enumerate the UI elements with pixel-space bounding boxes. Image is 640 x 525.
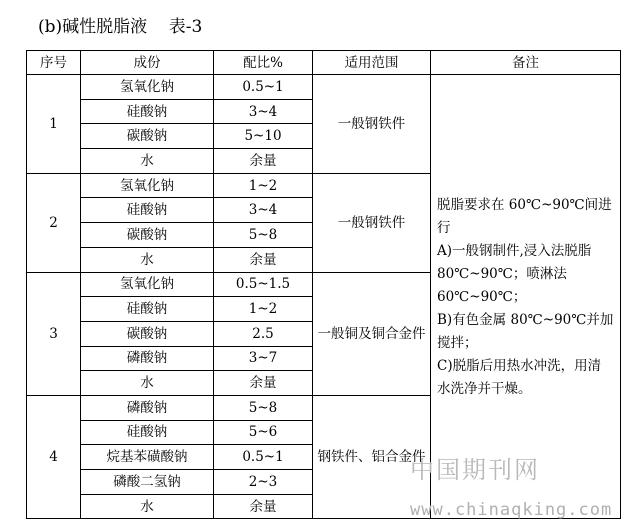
- component-cell: 碳酸钠: [81, 223, 214, 248]
- row-number: 1: [27, 75, 81, 174]
- ratio-cell: 1~2: [214, 297, 313, 322]
- row-number: 4: [27, 395, 81, 518]
- ratio-cell: 1~2: [214, 173, 313, 198]
- header-scope: 适用范围: [313, 51, 431, 75]
- component-cell: 碳酸钠: [81, 321, 214, 346]
- ratio-cell: 余量: [214, 247, 313, 272]
- component-cell: 氢氧化钠: [81, 173, 214, 198]
- component-cell: 氢氧化钠: [81, 75, 214, 100]
- header-notes: 备注: [431, 51, 621, 75]
- component-cell: 碳酸钠: [81, 124, 214, 149]
- note-line: C)脱脂后用热水冲洗，用清水洗净并干燥。: [437, 358, 602, 398]
- ratio-cell: 余量: [214, 494, 313, 519]
- ratio-cell: 0.5~1: [214, 75, 313, 100]
- scope-cell: 一般钢铁件: [313, 173, 431, 272]
- ratio-cell: 2~3: [214, 470, 313, 495]
- row-number: 2: [27, 173, 81, 272]
- header-row: [27, 51, 621, 75]
- ratio-cell: 3~4: [214, 198, 313, 223]
- ratio-cell: 3~4: [214, 99, 313, 124]
- scope-cell: 一般钢铁件: [313, 75, 431, 174]
- header-component: 成份: [81, 51, 214, 75]
- component-cell: 水: [81, 371, 214, 396]
- ratio-cell: 余量: [214, 371, 313, 396]
- scope-cell: 钢铁件、铝合金件: [313, 395, 431, 518]
- component-cell: 磷酸二氢钠: [81, 470, 214, 495]
- watermark-url: www.chinaqking.com: [410, 500, 613, 520]
- component-cell: 水: [81, 149, 214, 174]
- ratio-cell: 5~8: [214, 395, 313, 420]
- watermark-text: 中国期刊网: [410, 456, 540, 484]
- ratio-cell: 余量: [214, 149, 313, 174]
- header-no: 序号: [27, 51, 81, 75]
- ratio-cell: 5~6: [214, 420, 313, 445]
- scope-cell: 一般铜及铜合金件: [313, 272, 431, 395]
- component-cell: 硅酸钠: [81, 99, 214, 124]
- ratio-cell: 5~10: [214, 124, 313, 149]
- ratio-cell: 2.5: [214, 321, 313, 346]
- component-cell: 水: [81, 494, 214, 519]
- component-cell: 磷酸钠: [81, 395, 214, 420]
- degreasing-table: [26, 50, 621, 519]
- ratio-cell: 3~7: [214, 346, 313, 371]
- note-line: B)有色金属 80℃~90℃并加搅拌；: [437, 312, 614, 352]
- ratio-cell: 0.5~1.5: [214, 272, 313, 297]
- row-number: 3: [27, 272, 81, 395]
- table-row: [27, 75, 621, 100]
- table-title: (b)碱性脱脂液 表-3: [38, 17, 203, 37]
- component-cell: 水: [81, 247, 214, 272]
- ratio-cell: 0.5~1: [214, 445, 313, 470]
- component-cell: 硅酸钠: [81, 297, 214, 322]
- component-cell: 硅酸钠: [81, 198, 214, 223]
- component-cell: 烷基苯磺酸钠: [81, 445, 214, 470]
- note-line: A)一般钢制件,浸入法脱脂 80℃~90℃；喷淋法 60℃~90℃；: [437, 243, 592, 306]
- component-cell: 硅酸钠: [81, 420, 214, 445]
- header-ratio: 配比%: [214, 51, 313, 75]
- component-cell: 磷酸钠: [81, 346, 214, 371]
- note-line: 脱脂要求在 60℃~90℃间进行: [437, 197, 612, 237]
- ratio-cell: 5~8: [214, 223, 313, 248]
- component-cell: 氢氧化钠: [81, 272, 214, 297]
